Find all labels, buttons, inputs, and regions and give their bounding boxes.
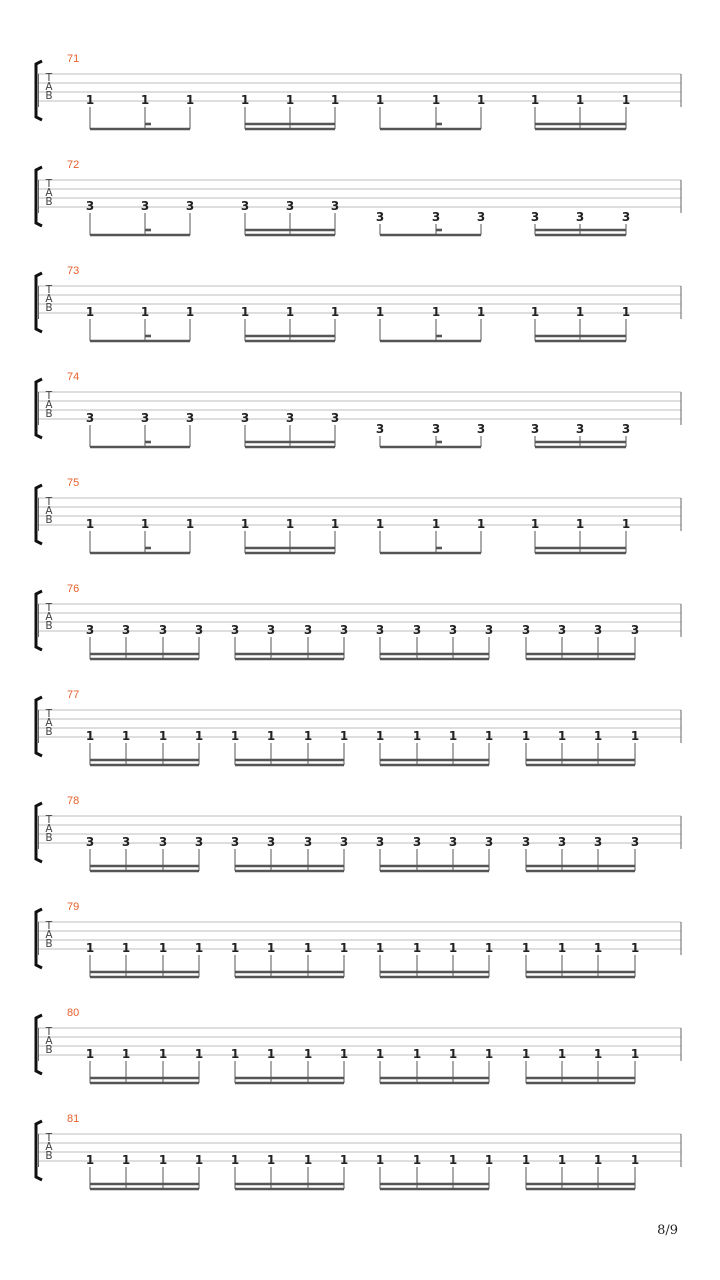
fret-number: 3: [448, 623, 458, 637]
tab-clef-letter: A: [45, 399, 53, 411]
fret-number: 1: [530, 93, 540, 107]
fret-number: 1: [375, 941, 385, 955]
fret-number: 1: [121, 729, 131, 743]
fret-number: 1: [339, 1153, 349, 1167]
fret-number: 1: [557, 1047, 567, 1061]
fret-number: 1: [630, 729, 640, 743]
tab-clef-letter: A: [45, 717, 53, 729]
measure-number: 78: [67, 795, 80, 807]
tab-clef-letter: T: [45, 1026, 53, 1038]
fret-number: 1: [285, 93, 295, 107]
fret-number: 3: [330, 199, 340, 213]
fret-number: 1: [330, 517, 340, 531]
fret-number: 1: [448, 1153, 458, 1167]
measure-number: 72: [67, 159, 80, 171]
fret-number: 1: [375, 1153, 385, 1167]
tab-clef-letter: T: [45, 284, 53, 296]
fret-number: 3: [85, 411, 95, 425]
fret-number: 1: [285, 517, 295, 531]
fret-number: 1: [266, 1153, 276, 1167]
fret-number: 1: [85, 1153, 95, 1167]
fret-number: 1: [339, 729, 349, 743]
fret-number: 3: [630, 835, 640, 849]
fret-number: 1: [230, 1153, 240, 1167]
fret-number: 1: [575, 517, 585, 531]
fret-number: 1: [521, 941, 531, 955]
fret-number: 3: [557, 835, 567, 849]
fret-number: 1: [339, 1047, 349, 1061]
fret-number: 1: [85, 941, 95, 955]
fret-number: 1: [140, 305, 150, 319]
tab-clef-letter: T: [45, 708, 53, 720]
fret-number: 3: [85, 835, 95, 849]
fret-number: 1: [448, 729, 458, 743]
fret-number: 3: [185, 199, 195, 213]
fret-number: 3: [285, 199, 295, 213]
tab-clef-letter: B: [45, 408, 53, 420]
page-number: 8/9: [657, 1223, 678, 1238]
fret-number: 1: [476, 93, 486, 107]
measure-number: 76: [67, 583, 80, 595]
fret-number: 3: [85, 623, 95, 637]
fret-number: 1: [621, 93, 631, 107]
fret-number: 3: [339, 623, 349, 637]
fret-number: 1: [557, 941, 567, 955]
tab-system: [36, 265, 681, 341]
fret-number: 1: [375, 305, 385, 319]
fret-number: 1: [431, 93, 441, 107]
fret-number: 3: [303, 623, 313, 637]
fret-number: 3: [431, 210, 441, 224]
fret-number: 3: [158, 835, 168, 849]
fret-number: 1: [140, 93, 150, 107]
tab-system: [36, 1007, 681, 1083]
tab-clef-letter: B: [45, 514, 53, 526]
tab-system: [36, 583, 681, 659]
fret-number: 1: [521, 729, 531, 743]
fret-number: 1: [303, 1153, 313, 1167]
fret-number: 1: [194, 729, 204, 743]
fret-number: 1: [194, 1047, 204, 1061]
fret-number: 3: [185, 411, 195, 425]
fret-number: 1: [158, 729, 168, 743]
fret-number: 1: [375, 93, 385, 107]
fret-number: 3: [140, 199, 150, 213]
fret-number: 3: [85, 199, 95, 213]
fret-number: 1: [303, 1047, 313, 1061]
fret-number: 3: [557, 623, 567, 637]
tab-clef-letter: B: [45, 1150, 53, 1162]
fret-number: 1: [339, 941, 349, 955]
fret-number: 1: [448, 941, 458, 955]
fret-number: 3: [240, 199, 250, 213]
tab-clef-letter: A: [45, 1035, 53, 1047]
fret-number: 1: [593, 1153, 603, 1167]
fret-number: 1: [593, 941, 603, 955]
fret-number: 1: [330, 305, 340, 319]
fret-number: 3: [121, 835, 131, 849]
fret-number: 3: [530, 210, 540, 224]
fret-number: 3: [521, 835, 531, 849]
fret-number: 1: [158, 941, 168, 955]
fret-number: 1: [158, 1047, 168, 1061]
fret-number: 1: [266, 1047, 276, 1061]
fret-number: 1: [121, 1153, 131, 1167]
tab-system: [36, 371, 681, 447]
fret-number: 1: [530, 517, 540, 531]
measure-number: 73: [67, 265, 80, 277]
tab-clef-letter: T: [45, 602, 53, 614]
fret-number: 1: [266, 941, 276, 955]
fret-number: 3: [330, 411, 340, 425]
tab-clef-letter: B: [45, 620, 53, 632]
fret-number: 3: [593, 835, 603, 849]
fret-number: 1: [621, 517, 631, 531]
fret-number: 1: [557, 729, 567, 743]
fret-number: 1: [412, 941, 422, 955]
tab-system: [36, 901, 681, 977]
fret-number: 3: [230, 623, 240, 637]
fret-number: 3: [266, 835, 276, 849]
fret-number: 1: [85, 729, 95, 743]
fret-number: 3: [303, 835, 313, 849]
fret-number: 3: [140, 411, 150, 425]
fret-number: 1: [412, 729, 422, 743]
fret-number: 3: [484, 623, 494, 637]
tab-clef-letter: A: [45, 611, 53, 623]
tab-system: [36, 795, 681, 871]
fret-number: 1: [266, 729, 276, 743]
fret-number: 1: [185, 517, 195, 531]
measure-number: 71: [67, 53, 80, 65]
tab-clef-letter: B: [45, 302, 53, 314]
fret-number: 3: [230, 835, 240, 849]
tab-system: [36, 53, 681, 129]
tab-clef-letter: B: [45, 1044, 53, 1056]
fret-number: 1: [484, 1153, 494, 1167]
fret-number: 1: [484, 729, 494, 743]
tab-clef-letter: T: [45, 496, 53, 508]
fret-number: 1: [484, 941, 494, 955]
fret-number: 1: [476, 517, 486, 531]
fret-number: 1: [285, 305, 295, 319]
fret-number: 3: [431, 422, 441, 436]
measure-number: 80: [67, 1007, 80, 1019]
fret-number: 1: [412, 1047, 422, 1061]
measure-number: 79: [67, 901, 80, 913]
fret-number: 1: [431, 517, 441, 531]
tab-clef-letter: B: [45, 938, 53, 950]
fret-number: 1: [230, 1047, 240, 1061]
fret-number: 1: [140, 517, 150, 531]
fret-number: 1: [593, 729, 603, 743]
fret-number: 1: [375, 1047, 385, 1061]
fret-number: 3: [194, 623, 204, 637]
fret-number: 1: [484, 1047, 494, 1061]
tab-system: [36, 477, 681, 553]
fret-number: 1: [85, 517, 95, 531]
fret-number: 3: [121, 623, 131, 637]
fret-number: 3: [530, 422, 540, 436]
fret-number: 1: [185, 305, 195, 319]
fret-number: 3: [375, 835, 385, 849]
fret-number: 1: [557, 1153, 567, 1167]
fret-number: 1: [431, 305, 441, 319]
fret-number: 3: [575, 210, 585, 224]
fret-number: 1: [158, 1153, 168, 1167]
fret-number: 1: [530, 305, 540, 319]
tab-system: [36, 159, 681, 235]
measure-number: 81: [67, 1113, 80, 1125]
fret-number: 3: [158, 623, 168, 637]
fret-number: 1: [521, 1153, 531, 1167]
tab-clef-letter: T: [45, 1132, 53, 1144]
fret-number: 3: [575, 422, 585, 436]
fret-number: 1: [121, 941, 131, 955]
measure-number: 77: [67, 689, 80, 701]
fret-number: 1: [85, 305, 95, 319]
measure-number: 74: [67, 371, 80, 383]
tab-clef-letter: B: [45, 196, 53, 208]
fret-number: 1: [521, 1047, 531, 1061]
fret-number: 3: [484, 835, 494, 849]
fret-number: 3: [375, 422, 385, 436]
fret-number: 3: [476, 210, 486, 224]
fret-number: 1: [85, 1047, 95, 1061]
fret-number: 3: [621, 210, 631, 224]
tab-clef-letter: A: [45, 823, 53, 835]
tab-system: [36, 689, 681, 765]
fret-number: 1: [630, 1153, 640, 1167]
fret-number: 1: [185, 93, 195, 107]
fret-number: 1: [194, 1153, 204, 1167]
fret-number: 1: [412, 1153, 422, 1167]
tab-clef-letter: A: [45, 1141, 53, 1153]
fret-number: 1: [240, 517, 250, 531]
fret-number: 1: [240, 305, 250, 319]
fret-number: 3: [593, 623, 603, 637]
tab-clef-letter: T: [45, 814, 53, 826]
tab-clef-letter: T: [45, 178, 53, 190]
tab-system: [36, 1113, 681, 1189]
fret-number: 3: [339, 835, 349, 849]
tab-clef-letter: T: [45, 920, 53, 932]
fret-number: 1: [375, 517, 385, 531]
fret-number: 3: [621, 422, 631, 436]
fret-number: 3: [521, 623, 531, 637]
fret-number: 1: [194, 941, 204, 955]
fret-number: 3: [448, 835, 458, 849]
tab-clef-letter: B: [45, 90, 53, 102]
fret-number: 3: [412, 623, 422, 637]
fret-number: 3: [194, 835, 204, 849]
fret-number: 1: [230, 729, 240, 743]
fret-number: 1: [575, 93, 585, 107]
fret-number: 1: [621, 305, 631, 319]
fret-number: 1: [230, 941, 240, 955]
fret-number: 1: [476, 305, 486, 319]
fret-number: 3: [375, 210, 385, 224]
fret-number: 1: [630, 941, 640, 955]
tab-clef-letter: A: [45, 929, 53, 941]
fret-number: 3: [266, 623, 276, 637]
fret-number: 1: [630, 1047, 640, 1061]
fret-number: 3: [412, 835, 422, 849]
tab-clef-letter: T: [45, 390, 53, 402]
fret-number: 1: [448, 1047, 458, 1061]
tab-clef-letter: B: [45, 832, 53, 844]
fret-number: 1: [121, 1047, 131, 1061]
tab-clef-letter: B: [45, 726, 53, 738]
fret-number: 1: [375, 729, 385, 743]
fret-number: 1: [85, 93, 95, 107]
tab-clef-letter: A: [45, 187, 53, 199]
tab-clef-letter: A: [45, 505, 53, 517]
fret-number: 1: [593, 1047, 603, 1061]
fret-number: 1: [330, 93, 340, 107]
fret-number: 1: [240, 93, 250, 107]
fret-number: 3: [375, 623, 385, 637]
fret-number: 3: [285, 411, 295, 425]
fret-number: 1: [575, 305, 585, 319]
tab-clef-letter: A: [45, 81, 53, 93]
tab-clef-letter: T: [45, 72, 53, 84]
fret-number: 1: [303, 729, 313, 743]
tab-clef-letter: A: [45, 293, 53, 305]
measure-number: 75: [67, 477, 80, 489]
fret-number: 3: [240, 411, 250, 425]
fret-number: 3: [630, 623, 640, 637]
fret-number: 3: [476, 422, 486, 436]
fret-number: 1: [303, 941, 313, 955]
